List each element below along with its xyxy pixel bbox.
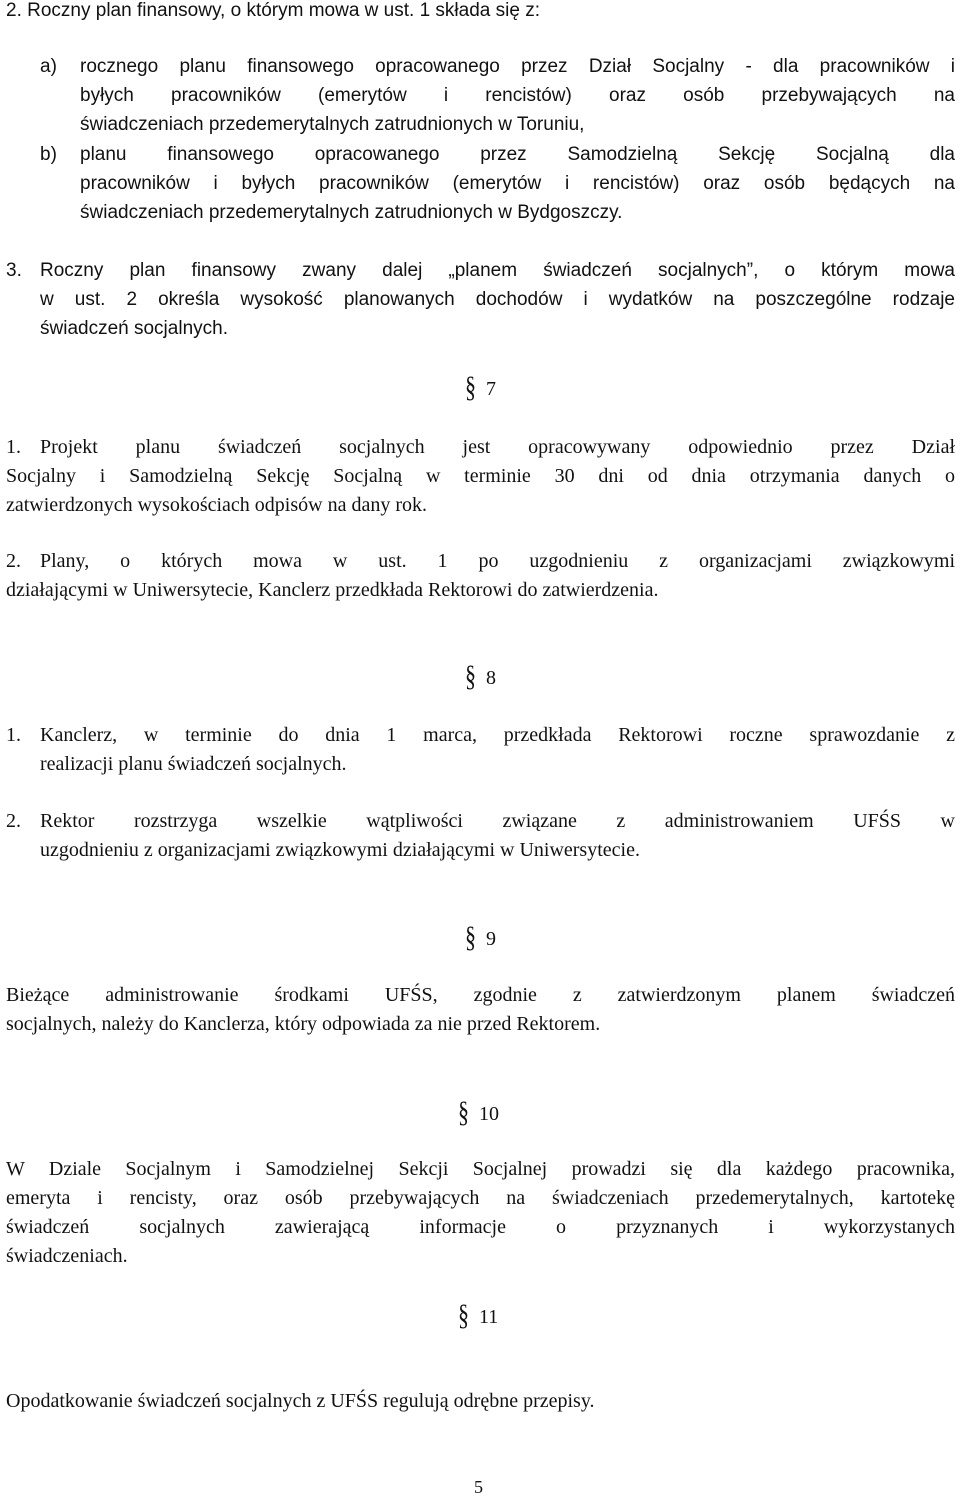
text-line: 2. Roczny plan finansowy, o którym mowa w ust. 1 składa się z: bbox=[6, 0, 540, 21]
text-line: świadczeniach. bbox=[6, 1245, 128, 1267]
list-marker: 1. bbox=[6, 436, 21, 458]
section-number: 8 bbox=[486, 667, 496, 689]
list-marker: 3. bbox=[6, 260, 22, 281]
section-symbol: § bbox=[465, 658, 476, 693]
section-symbol: § bbox=[458, 1094, 469, 1129]
text-line: rocznego planu finansowego opracowanego przez Dział Socjalny - dla pracowników i bbox=[80, 56, 955, 77]
text-line: realizacji planu świadczeń socjalnych. bbox=[40, 753, 347, 775]
text-line: Plany, o których mowa w ust. 1 po uzgodnieniu z organizacjami związkowymi bbox=[40, 550, 955, 572]
text-line: Socjalny i Samodzielną Sekcję Socjalną w terminie 30 dni od dnia otrzymania danych o bbox=[6, 465, 955, 487]
text-line: działającymi w Uniwersytecie, Kanclerz przedkłada Rektorowi do zatwierdzenia. bbox=[6, 579, 659, 601]
text-line: emeryta i rencisty, oraz osób przebywających na świadczeniach przedemerytalnych, kartotekę bbox=[6, 1187, 955, 1209]
text-line: świadczeń socjalnych. bbox=[40, 318, 228, 339]
text-line: pracowników i byłych pracowników (emerytów i rencistów) oraz osób będących na bbox=[80, 173, 955, 194]
text-line: Projekt planu świadczeń socjalnych jest opracowywany odpowiednio przez Dział bbox=[40, 436, 955, 458]
section-heading-11 bbox=[458, 1297, 499, 1332]
section-number: 11 bbox=[479, 1306, 499, 1328]
text-line: uzgodnieniu z organizacjami związkowymi działającymi w Uniwersytecie. bbox=[40, 839, 640, 861]
section-heading-8 bbox=[465, 658, 496, 693]
text-line: świadczeniach przedemerytalnych zatrudnionych w Toruniu, bbox=[80, 114, 585, 135]
text-line: Kanclerz, w terminie do dnia 1 marca, przedkłada Rektorowi roczne sprawozdanie z bbox=[40, 724, 955, 746]
section-number: 10 bbox=[479, 1103, 499, 1125]
text-line: świadczeniach przedemerytalnych zatrudnionych w Bydgoszczy. bbox=[80, 202, 623, 223]
section-symbol: § bbox=[465, 369, 476, 404]
section-heading-7 bbox=[465, 369, 496, 404]
section-heading-9 bbox=[465, 919, 496, 954]
section-number: 7 bbox=[486, 378, 496, 400]
page-number: 5 bbox=[474, 1477, 483, 1497]
text-line: planu finansowego opracowanego przez Samodzielną Sekcję Socjalną dla bbox=[80, 144, 955, 165]
section-symbol: § bbox=[465, 919, 476, 954]
text-line: zatwierdzonych wysokościach odpisów na dany rok. bbox=[6, 494, 427, 516]
section-symbol: § bbox=[458, 1297, 469, 1332]
section-number: 9 bbox=[486, 928, 496, 950]
section-heading-10 bbox=[458, 1094, 499, 1129]
list-marker: a) bbox=[40, 56, 57, 77]
text-line: Bieżące administrowanie środkami UFŚS, zgodnie z zatwierdzonym planem świadczeń bbox=[6, 984, 955, 1006]
list-marker: 2. bbox=[6, 810, 21, 832]
text-line: Opodatkowanie świadczeń socjalnych z UFŚS regulują odrębne przepisy. bbox=[6, 1390, 595, 1412]
text-line: socjalnych, należy do Kanclerza, który odpowiada za nie przed Rektorem. bbox=[6, 1013, 601, 1035]
text-line: W Dziale Socjalnym i Samodzielnej Sekcji Socjalnej prowadzi się dla każdego pracownika, bbox=[6, 1158, 955, 1180]
text-line: Roczny plan finansowy zwany dalej „planem świadczeń socjalnych”, o którym mowa bbox=[40, 260, 955, 281]
text-line: Rektor rozstrzyga wszelkie wątpliwości związane z administrowaniem UFŚS w bbox=[40, 810, 955, 832]
list-marker: b) bbox=[40, 144, 57, 165]
text-line: świadczeń socjalnych zawierającą informacje o przyznanych i wykorzystanych bbox=[6, 1216, 955, 1238]
list-marker: 2. bbox=[6, 550, 21, 572]
text-line: byłych pracowników (emerytów i rencistów) oraz osób przebywających na bbox=[80, 85, 955, 106]
text-line: w ust. 2 określa wysokość planowanych dochodów i wydatków na poszczególne rodzaje bbox=[40, 289, 955, 310]
list-marker: 1. bbox=[6, 724, 21, 746]
